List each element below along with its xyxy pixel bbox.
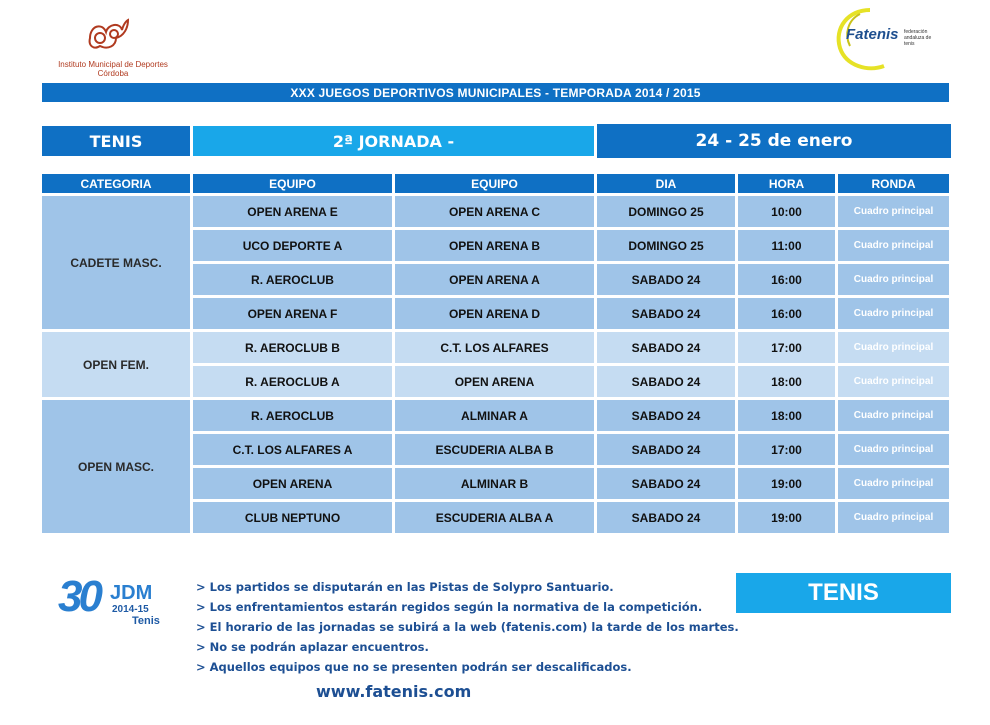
col-header-equipo-1: EQUIPO bbox=[193, 174, 392, 193]
cell-ronda: Cuadro principal bbox=[838, 298, 949, 329]
cell-ronda: Cuadro principal bbox=[838, 434, 949, 465]
cell-equipo-2: ESCUDERIA ALBA A bbox=[395, 502, 594, 533]
cell-dia: SABADO 24 bbox=[597, 468, 735, 499]
category-open-masc: OPEN MASC. bbox=[42, 400, 190, 533]
cell-hora: 17:00 bbox=[738, 332, 835, 363]
cell-dia: SABADO 24 bbox=[597, 502, 735, 533]
cell-equipo-1: R. AEROCLUB B bbox=[193, 332, 392, 363]
fatenis-logo bbox=[830, 6, 940, 74]
cell-equipo-1: R. AEROCLUB bbox=[193, 264, 392, 295]
fatenis-sub-line-3: tenis bbox=[904, 41, 915, 47]
col-header-categoria: CATEGORIA bbox=[42, 174, 190, 193]
cell-ronda: Cuadro principal bbox=[838, 196, 949, 227]
cell-equipo-2: OPEN ARENA C bbox=[395, 196, 594, 227]
note-item: > Los partidos se disputarán en las Pistas de Solypro Santuario. bbox=[196, 580, 614, 594]
cell-hora: 19:00 bbox=[738, 468, 835, 499]
col-header-dia: DIA bbox=[597, 174, 735, 193]
cell-ronda: Cuadro principal bbox=[838, 264, 949, 295]
document-title: XXX JUEGOS DEPORTIVOS MUNICIPALES - TEMPORADA 2014 / 2015 bbox=[42, 83, 949, 102]
cell-equipo-1: C.T. LOS ALFARES A bbox=[193, 434, 392, 465]
cell-ronda: Cuadro principal bbox=[838, 230, 949, 261]
cell-hora: 10:00 bbox=[738, 196, 835, 227]
cell-hora: 19:00 bbox=[738, 502, 835, 533]
cell-ronda: Cuadro principal bbox=[838, 502, 949, 533]
fatenis-logo-word: Fatenis bbox=[846, 26, 899, 43]
cell-ronda: Cuadro principal bbox=[838, 468, 949, 499]
imd-logo-text bbox=[48, 60, 178, 78]
imd-logo bbox=[48, 16, 188, 76]
cell-equipo-2: OPEN ARENA D bbox=[395, 298, 594, 329]
category-open-fem: OPEN FEM. bbox=[42, 332, 190, 397]
footer-sport-badge: TENIS bbox=[736, 573, 951, 613]
cell-ronda: Cuadro principal bbox=[838, 366, 949, 397]
cell-dia: DOMINGO 25 bbox=[597, 230, 735, 261]
cell-equipo-2: OPEN ARENA A bbox=[395, 264, 594, 295]
cell-hora: 11:00 bbox=[738, 230, 835, 261]
note-item: > El horario de las jornadas se subirá a la web (fatenis.com) la tarde de los martes. bbox=[196, 620, 739, 634]
cell-ronda: Cuadro principal bbox=[838, 332, 949, 363]
cell-hora: 16:00 bbox=[738, 298, 835, 329]
cell-equipo-1: OPEN ARENA F bbox=[193, 298, 392, 329]
col-header-hora: HORA bbox=[738, 174, 835, 193]
col-header-ronda: RONDA bbox=[838, 174, 949, 193]
cell-equipo-2: ALMINAR B bbox=[395, 468, 594, 499]
note-item: > No se podrán aplazar encuentros. bbox=[196, 640, 429, 654]
imd-logo-line-2: Córdoba bbox=[97, 69, 129, 78]
cell-hora: 17:00 bbox=[738, 434, 835, 465]
cell-equipo-1: OPEN ARENA E bbox=[193, 196, 392, 227]
header-dates: 24 - 25 de enero bbox=[597, 124, 951, 158]
jdm-logo-text: JDM bbox=[110, 582, 153, 604]
cell-dia: SABADO 24 bbox=[597, 332, 735, 363]
website-link[interactable]: www.fatenis.com bbox=[316, 682, 472, 701]
cell-dia: SABADO 24 bbox=[597, 400, 735, 431]
cell-dia: SABADO 24 bbox=[597, 264, 735, 295]
cell-equipo-2: OPEN ARENA bbox=[395, 366, 594, 397]
cell-dia: DOMINGO 25 bbox=[597, 196, 735, 227]
cell-dia: SABADO 24 bbox=[597, 366, 735, 397]
fatenis-sub-line-2: andaluza de bbox=[904, 35, 932, 41]
col-header-equipo-2: EQUIPO bbox=[395, 174, 594, 193]
cell-equipo-1: R. AEROCLUB bbox=[193, 400, 392, 431]
cell-equipo-2: C.T. LOS ALFARES bbox=[395, 332, 594, 363]
fatenis-logo-sub bbox=[904, 29, 944, 47]
cell-hora: 18:00 bbox=[738, 400, 835, 431]
cell-equipo-1: CLUB NEPTUNO bbox=[193, 502, 392, 533]
note-item: > Aquellos equipos que no se presenten podrán ser descalificados. bbox=[196, 660, 632, 674]
jdm-logo-sport: Tenis bbox=[132, 615, 160, 627]
cell-equipo-1: OPEN ARENA bbox=[193, 468, 392, 499]
jdm-logo bbox=[58, 572, 178, 628]
header-sport: TENIS bbox=[42, 126, 190, 156]
cell-hora: 18:00 bbox=[738, 366, 835, 397]
fatenis-sub-line-1: federación bbox=[904, 29, 928, 35]
note-item: > Los enfrentamientos estarán regidos según la normativa de la competición. bbox=[196, 600, 703, 614]
cell-ronda: Cuadro principal bbox=[838, 400, 949, 431]
cell-equipo-1: R. AEROCLUB A bbox=[193, 366, 392, 397]
header-jornada: 2ª JORNADA - bbox=[193, 126, 594, 156]
cell-equipo-1: UCO DEPORTE A bbox=[193, 230, 392, 261]
cell-dia: SABADO 24 bbox=[597, 298, 735, 329]
jdm-logo-number: 30 bbox=[58, 572, 99, 621]
category-cadete-masc: CADETE MASC. bbox=[42, 196, 190, 329]
imd-logo-line-1: Instituto Municipal de Deportes bbox=[58, 60, 168, 69]
notes-list bbox=[196, 577, 739, 677]
cell-equipo-2: OPEN ARENA B bbox=[395, 230, 594, 261]
cell-equipo-2: ESCUDERIA ALBA B bbox=[395, 434, 594, 465]
cell-hora: 16:00 bbox=[738, 264, 835, 295]
cell-dia: SABADO 24 bbox=[597, 434, 735, 465]
jdm-logo-season: 2014-15 bbox=[112, 604, 149, 615]
imd-emblem-icon bbox=[86, 16, 130, 56]
cell-equipo-2: ALMINAR A bbox=[395, 400, 594, 431]
